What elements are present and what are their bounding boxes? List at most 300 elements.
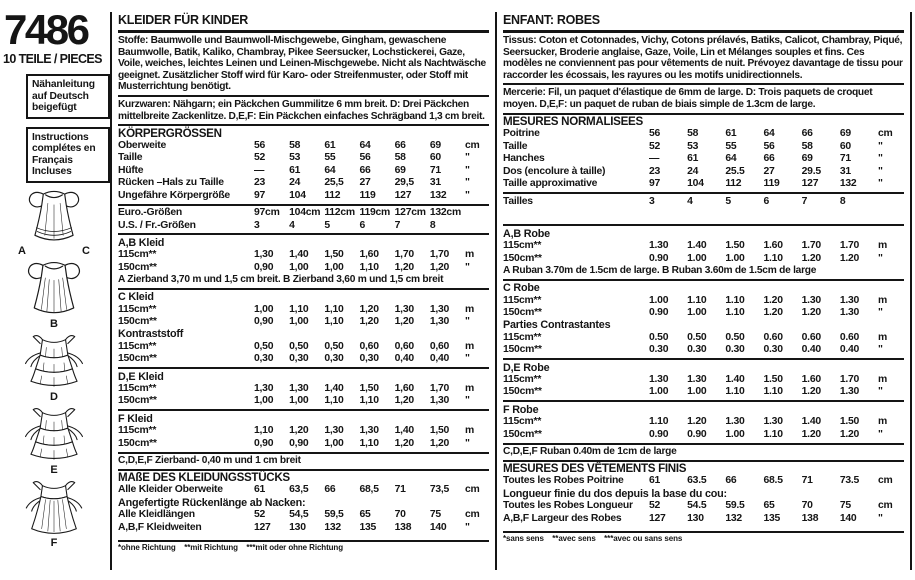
row-label: Ungefähre Körpergröße	[118, 189, 230, 201]
row-unit: m	[878, 416, 887, 428]
footnote: *ohne Richtung **mit Richtung ***mit oder ohne Richtung	[118, 543, 344, 553]
row-value: 1,00	[289, 261, 309, 273]
view-label-b: B	[50, 317, 58, 330]
text-run: 0,40 m und 1 cm breit	[199, 455, 301, 466]
divider	[118, 540, 489, 542]
german-instructions-box: Nähanleitung auf Deutsch beigefügt	[26, 74, 110, 119]
row-value: 73,5	[429, 484, 450, 496]
row-unit	[465, 207, 489, 219]
row-value: 7	[801, 195, 808, 207]
row-value: 63.5	[687, 475, 707, 487]
row-value: 0,50	[289, 340, 309, 352]
row-value: 69	[801, 153, 813, 165]
row-label: 150cm**	[118, 395, 157, 407]
row-value: 1,30	[429, 315, 450, 327]
row-unit: "	[465, 521, 470, 533]
row-unit: "	[465, 353, 470, 365]
bold-run: Mercerie:	[503, 87, 546, 99]
yardage-note	[503, 446, 904, 458]
row-value: 0.30	[649, 344, 669, 356]
view-label-f: F	[50, 536, 58, 549]
row-label: 115cm**	[118, 303, 157, 315]
row-value: 1.20	[763, 294, 783, 306]
row-value: 69	[839, 128, 851, 140]
row-value: 58	[687, 128, 699, 140]
row-value: 1.60	[763, 240, 783, 252]
row-unit: cm	[465, 484, 480, 496]
text-run: Drei Päckchen mittelbreite Zackenlitze.	[118, 98, 469, 122]
row-value: 61	[725, 128, 737, 140]
row-label: Toutes les Robes Poitrine	[503, 475, 624, 487]
french-title: ENFANT: ROBES	[503, 13, 600, 27]
spacer	[118, 534, 489, 538]
row-unit: "	[465, 395, 470, 407]
row-value: 1.60	[801, 373, 821, 385]
yardage-note	[118, 274, 489, 286]
measurement-row	[118, 152, 489, 164]
row-unit: cm	[465, 509, 480, 521]
row-label: A,B,F Largeur des Robes	[503, 512, 622, 524]
measurement-row	[503, 429, 904, 441]
measurement-row	[503, 332, 904, 344]
row-unit: cm	[878, 500, 893, 512]
measurement-row	[118, 304, 489, 316]
row-value: 25,5	[324, 177, 344, 189]
row-unit: "	[465, 152, 470, 164]
measurement-row	[503, 178, 904, 190]
row-value: 24	[289, 177, 301, 189]
text-run: Fil, un paquet d'élastique de 6mm de large.	[545, 87, 746, 99]
row-value: 0.90	[649, 252, 669, 264]
row-label: Poitrine	[503, 128, 540, 140]
bold-run: B Zierband	[283, 274, 334, 286]
row-value: 1,50	[324, 249, 344, 261]
row-label: 150cm**	[503, 344, 542, 356]
text-run: Coton et Cotonnades, Vichy, Cotons prélavés, Batiks, Calicot, Chambray, Piqué, Seersucker, Broderie anglaise, Gaze, Voile, Lin et Mélanges souples et fins. Ces modèles ne conviennent pas pour vêtements de nuit. Prévoyez davantage de tissu pour raccorder les écossais, les rayures ou les motifs unidirectionnels.	[503, 35, 903, 81]
dress-view-e-illustration	[0, 405, 108, 476]
row-value: 0,50	[254, 340, 274, 352]
row-value: 59.5	[725, 500, 745, 512]
back-length-label: Angefertigte Rückenlänge ab Nacken:	[118, 496, 306, 509]
row-unit: "	[878, 386, 883, 398]
row-value: 52	[254, 509, 266, 521]
row-unit: m	[465, 382, 474, 394]
row-value: 29,5	[394, 177, 414, 189]
measurement-row	[118, 353, 489, 365]
row-unit: m	[878, 331, 887, 343]
row-value: 71	[801, 475, 813, 487]
measurement-row	[118, 140, 489, 152]
row-value: 66	[725, 475, 737, 487]
divider	[503, 192, 904, 194]
row-label: Hanches	[503, 153, 545, 165]
row-value: 112	[725, 178, 742, 190]
row-unit: cm	[878, 475, 893, 487]
bold-run: D:	[389, 98, 401, 110]
measurement-row	[503, 386, 904, 398]
row-label: 150cm**	[503, 252, 542, 264]
row-label: 150cm**	[118, 437, 157, 449]
row-value: 1,00	[324, 437, 344, 449]
row-value: 0,90	[254, 261, 274, 273]
row-value: 1,10	[324, 395, 344, 407]
body-measurements-heading: KÖRPERGRÖSSEN	[118, 126, 222, 140]
row-value: 0.60	[763, 331, 783, 343]
section-f-heading: F Robe	[503, 403, 539, 416]
measurement-row	[118, 249, 489, 261]
row-unit: m	[465, 249, 474, 261]
row-label: U.S. / Fr.-Größen	[118, 219, 196, 231]
row-value: 0.50	[687, 331, 707, 343]
row-value: 140	[429, 521, 447, 533]
row-value: 5	[725, 195, 731, 207]
row-value: 130	[289, 521, 306, 533]
row-value: 58	[394, 152, 406, 164]
puff-sleeve-striped-dress-icon	[12, 259, 96, 319]
row-value: 1,30	[289, 382, 309, 394]
row-value: 58	[801, 140, 813, 152]
row-unit: m	[878, 240, 887, 252]
row-value: 1,50	[359, 382, 379, 394]
row-label: 150cm**	[503, 428, 542, 440]
row-label: Alle Kleider Oberweite	[118, 484, 223, 496]
row-value: 61	[324, 140, 336, 152]
bold-run: D,E,F:	[539, 98, 568, 110]
row-value: 31	[429, 177, 441, 189]
row-value: 1.30	[649, 373, 669, 385]
row-value: 104cm	[289, 207, 321, 219]
row-value: 1.00	[687, 306, 707, 318]
measurement-row	[118, 262, 489, 274]
view-label-d: D	[50, 390, 58, 403]
row-value: 1.30	[687, 373, 707, 385]
row-value: 1,00	[254, 395, 274, 407]
row-value: 112cm	[324, 207, 355, 219]
row-value: 69	[394, 164, 406, 176]
row-value: 1,30	[254, 382, 274, 394]
row-value: 0,60	[359, 340, 379, 352]
row-value: 1,40	[289, 249, 309, 261]
row-value: 53	[687, 140, 699, 152]
divider	[503, 224, 904, 226]
row-value: 1.00	[725, 428, 745, 440]
row-value: 1,20	[429, 261, 450, 273]
garment-measurements-heading: MESURES DES VÊTEMENTS FINIS	[503, 462, 687, 475]
row-value: 63,5	[289, 484, 309, 496]
row-value: 4	[687, 195, 693, 207]
row-value: 127	[254, 521, 271, 533]
row-value: 1.30	[839, 386, 860, 398]
pattern-number: 7486	[4, 6, 88, 53]
gathered-dress-icon	[12, 478, 96, 538]
section-f-heading: F Kleid	[118, 412, 153, 425]
tiered-ruffle-dress-icon	[12, 405, 96, 465]
row-value: 6	[359, 219, 366, 231]
measurement-row	[503, 374, 904, 386]
measurement-row	[503, 240, 904, 252]
row-value: 68.5	[763, 475, 783, 487]
measurement-row	[118, 165, 489, 177]
row-value: 112	[324, 189, 341, 201]
row-value: 1.20	[839, 428, 860, 440]
row-value: 31	[839, 165, 851, 177]
measurement-row	[503, 153, 904, 165]
measurement-row	[503, 513, 904, 525]
row-value: 53	[289, 152, 301, 164]
row-value: 132	[725, 512, 742, 524]
row-value: 135	[359, 521, 377, 533]
row-value: 1,40	[324, 382, 344, 394]
row-value: 25.5	[725, 165, 745, 177]
row-value: 1,10	[289, 303, 309, 315]
row-value: 71	[839, 153, 851, 165]
row-unit: "	[465, 164, 470, 176]
row-value: 1,10	[324, 303, 344, 315]
measurement-row	[118, 207, 489, 219]
row-value: 1,10	[359, 437, 379, 449]
row-value: 0,30	[254, 353, 274, 365]
dress-view-a-c-illustration	[0, 188, 108, 257]
row-value: 1,20	[394, 437, 414, 449]
sidebar	[0, 6, 108, 549]
row-unit: m	[878, 373, 887, 385]
measurement-row	[118, 438, 489, 450]
row-value: 0.90	[649, 428, 669, 440]
text-run: un paquet de ruban de biais simple de 1.3cm de large.	[567, 98, 816, 110]
row-unit: "	[878, 140, 883, 152]
row-value: 1.70	[839, 373, 860, 385]
text-run: Ein Päckchen einfaches Schrägband 1,3 cm breit.	[256, 110, 485, 122]
row-value: 1.40	[801, 416, 821, 428]
divider	[503, 443, 904, 445]
row-value: 1.00	[687, 386, 707, 398]
row-value: 0.90	[649, 306, 669, 318]
row-unit: "	[465, 177, 470, 189]
bold-run: A Zierband	[118, 274, 169, 286]
row-value: 1,60	[359, 249, 379, 261]
row-value: 61	[687, 153, 699, 165]
divider	[118, 452, 489, 454]
measurement-row	[118, 190, 489, 202]
row-value: 56	[763, 140, 775, 152]
bold-run: C,D,E,F Zierband-	[118, 455, 200, 466]
dress-view-f-illustration	[0, 478, 108, 549]
row-value: 1.30	[839, 306, 860, 318]
row-label: 115cm**	[503, 416, 542, 428]
row-value: 0.30	[725, 344, 745, 356]
view-label-e: E	[50, 463, 58, 476]
dress-illustrations	[0, 188, 108, 549]
row-unit: "	[878, 306, 883, 318]
row-value: 0,90	[289, 437, 309, 449]
row-value: 0.90	[687, 428, 707, 440]
measurement-row	[503, 344, 904, 356]
german-title: KLEIDER FÜR KINDER	[118, 13, 249, 27]
row-value: 3	[649, 195, 655, 207]
row-value: 68,5	[359, 484, 379, 496]
row-label: 115cm**	[503, 294, 542, 306]
row-value: 1,30	[429, 303, 450, 315]
row-value: 70	[801, 500, 813, 512]
row-value: 0.50	[649, 331, 669, 343]
row-value: 1,10	[254, 425, 274, 437]
text-run: Trois paquets de croquet moyen.	[503, 87, 873, 110]
row-unit	[878, 196, 904, 208]
divider	[503, 400, 904, 402]
yardage-note	[118, 455, 489, 467]
row-unit: cm	[878, 128, 893, 140]
row-label: 115cm**	[118, 425, 157, 437]
row-value: 1.20	[801, 252, 821, 264]
row-unit: m	[465, 340, 474, 352]
measurement-row	[118, 522, 489, 534]
row-value: 1,00	[289, 395, 309, 407]
row-value: 66	[394, 140, 406, 152]
row-label: 150cm**	[118, 353, 157, 365]
title-divider	[118, 30, 489, 33]
row-value: 0.30	[763, 344, 783, 356]
row-label: 150cm**	[118, 315, 157, 327]
row-value: 1,30	[324, 425, 344, 437]
row-value: 130	[687, 512, 704, 524]
row-value: 5	[324, 219, 330, 231]
row-value: 66	[763, 153, 775, 165]
row-value: 1.00	[725, 252, 745, 264]
row-label: Hüfte	[118, 164, 144, 176]
row-label: 115cm**	[118, 249, 157, 261]
row-value: 6	[763, 195, 770, 207]
row-value: 3	[254, 219, 260, 231]
row-value: 0,40	[429, 353, 450, 365]
row-value: 1,30	[394, 303, 414, 315]
row-value: 1.70	[801, 240, 821, 252]
row-value: 1.00	[687, 252, 707, 264]
row-label: Tailles	[503, 195, 533, 207]
row-value: 69	[429, 140, 441, 152]
measurement-row	[118, 341, 489, 353]
divider	[118, 233, 489, 235]
row-value: 1,70	[429, 382, 450, 394]
row-value: 138	[394, 521, 412, 533]
bold-run: D,E,F:	[228, 110, 257, 122]
row-value: 1,30	[359, 425, 379, 437]
row-unit: "	[465, 315, 470, 327]
measurement-row	[503, 500, 904, 512]
row-unit: "	[878, 428, 883, 440]
text-run: 0.40m de 1cm de large	[570, 446, 677, 457]
row-value: 0,90	[254, 315, 274, 327]
row-value: 1.70	[839, 240, 860, 252]
row-value: 1,00	[289, 315, 309, 327]
row-value: 0.60	[801, 331, 821, 343]
row-value: 1.10	[763, 428, 783, 440]
row-value: 55	[324, 152, 336, 164]
row-value: 23	[649, 165, 661, 177]
section-ab-heading: A,B Kleid	[118, 236, 165, 249]
row-value: 1,20	[359, 315, 379, 327]
row-value: 0.50	[725, 331, 745, 343]
row-unit: "	[878, 252, 883, 264]
row-value: 61	[289, 164, 301, 176]
row-label: Taille	[118, 152, 143, 164]
row-value: 61	[649, 475, 661, 487]
measurement-row	[503, 295, 904, 307]
row-value: 60	[839, 140, 851, 152]
measurement-row	[503, 141, 904, 153]
row-value: 0.40	[801, 344, 821, 356]
row-value: 54.5	[687, 500, 707, 512]
row-value: 1.30	[801, 294, 821, 306]
row-value: 55	[725, 140, 737, 152]
row-value: 8	[839, 195, 846, 207]
row-value: 23	[254, 177, 266, 189]
title-divider	[503, 30, 904, 33]
measurement-row	[503, 475, 904, 487]
measurement-row	[118, 509, 489, 521]
row-value: —	[254, 164, 265, 176]
row-value: 71	[429, 164, 441, 176]
row-unit: m	[878, 294, 887, 306]
row-unit: "	[465, 261, 470, 273]
divider	[503, 279, 904, 281]
row-value: 1,50	[429, 425, 450, 437]
row-value: 0,40	[394, 353, 414, 365]
row-label: 115cm**	[118, 340, 157, 352]
row-value: 58	[289, 140, 301, 152]
row-value: 1.00	[649, 386, 669, 398]
row-value: 0,30	[359, 353, 379, 365]
row-value: 1.40	[687, 240, 707, 252]
body-measurements-heading: MESURES NORMALISEES	[503, 115, 643, 129]
row-value: 52	[254, 152, 266, 164]
row-value: 66	[359, 164, 371, 176]
row-value: 29.5	[801, 165, 821, 177]
row-value: 52	[649, 500, 661, 512]
row-value: 7	[394, 219, 401, 231]
row-label: Alle Kleidlängen	[118, 509, 195, 521]
row-value: 1,30	[254, 249, 274, 261]
row-label: 115cm**	[503, 240, 542, 252]
row-value: 1.10	[763, 386, 783, 398]
section-ab-heading: A,B Robe	[503, 227, 550, 240]
row-value: 1.10	[725, 386, 745, 398]
bold-run: A Ruban	[503, 265, 543, 277]
row-value: 1,10	[324, 315, 344, 327]
french-column-body	[503, 35, 904, 544]
row-value: 1,30	[429, 395, 450, 407]
row-value: 1,60	[394, 382, 414, 394]
row-unit: "	[465, 189, 470, 201]
measurement-row	[503, 307, 904, 319]
puff-sleeve-dress-icon	[12, 188, 96, 246]
text-run: Baumwolle und Baumwoll-Mischgewebe, Gingham, gewaschene Baumwolle, Batik, Kaliko, Chambray, Pikee Seersucker, Lochstickerei, Gaze, Voile, weiches, leichtes Leinen und Leinen-Mischgewebe. Nicht als Nachtwäsche geeignet. Zusätzlicher Stoff wird für Karo- oder Streifenmuster, oder Stoff mit Musterrichtung benötigt.	[118, 35, 486, 93]
section-c-heading: C Robe	[503, 282, 540, 295]
section-c-heading: C Kleid	[118, 291, 154, 304]
row-unit: "	[878, 178, 883, 190]
bold-run: D:	[745, 87, 756, 99]
german-column-body	[118, 35, 489, 553]
row-value: 1.20	[801, 386, 821, 398]
row-value: 1.10	[687, 294, 707, 306]
text-run: 3.70m de 1.5cm de large.	[542, 265, 662, 277]
row-unit: m	[465, 303, 474, 315]
dress-view-d-illustration	[0, 332, 108, 403]
row-value: 66	[324, 484, 336, 496]
fabrics-paragraph	[503, 35, 904, 81]
text-run: 3,60 m und 1,5 cm breit	[333, 274, 444, 286]
measurement-row	[503, 166, 904, 178]
section-de-heading: D,E Kleid	[118, 370, 164, 383]
